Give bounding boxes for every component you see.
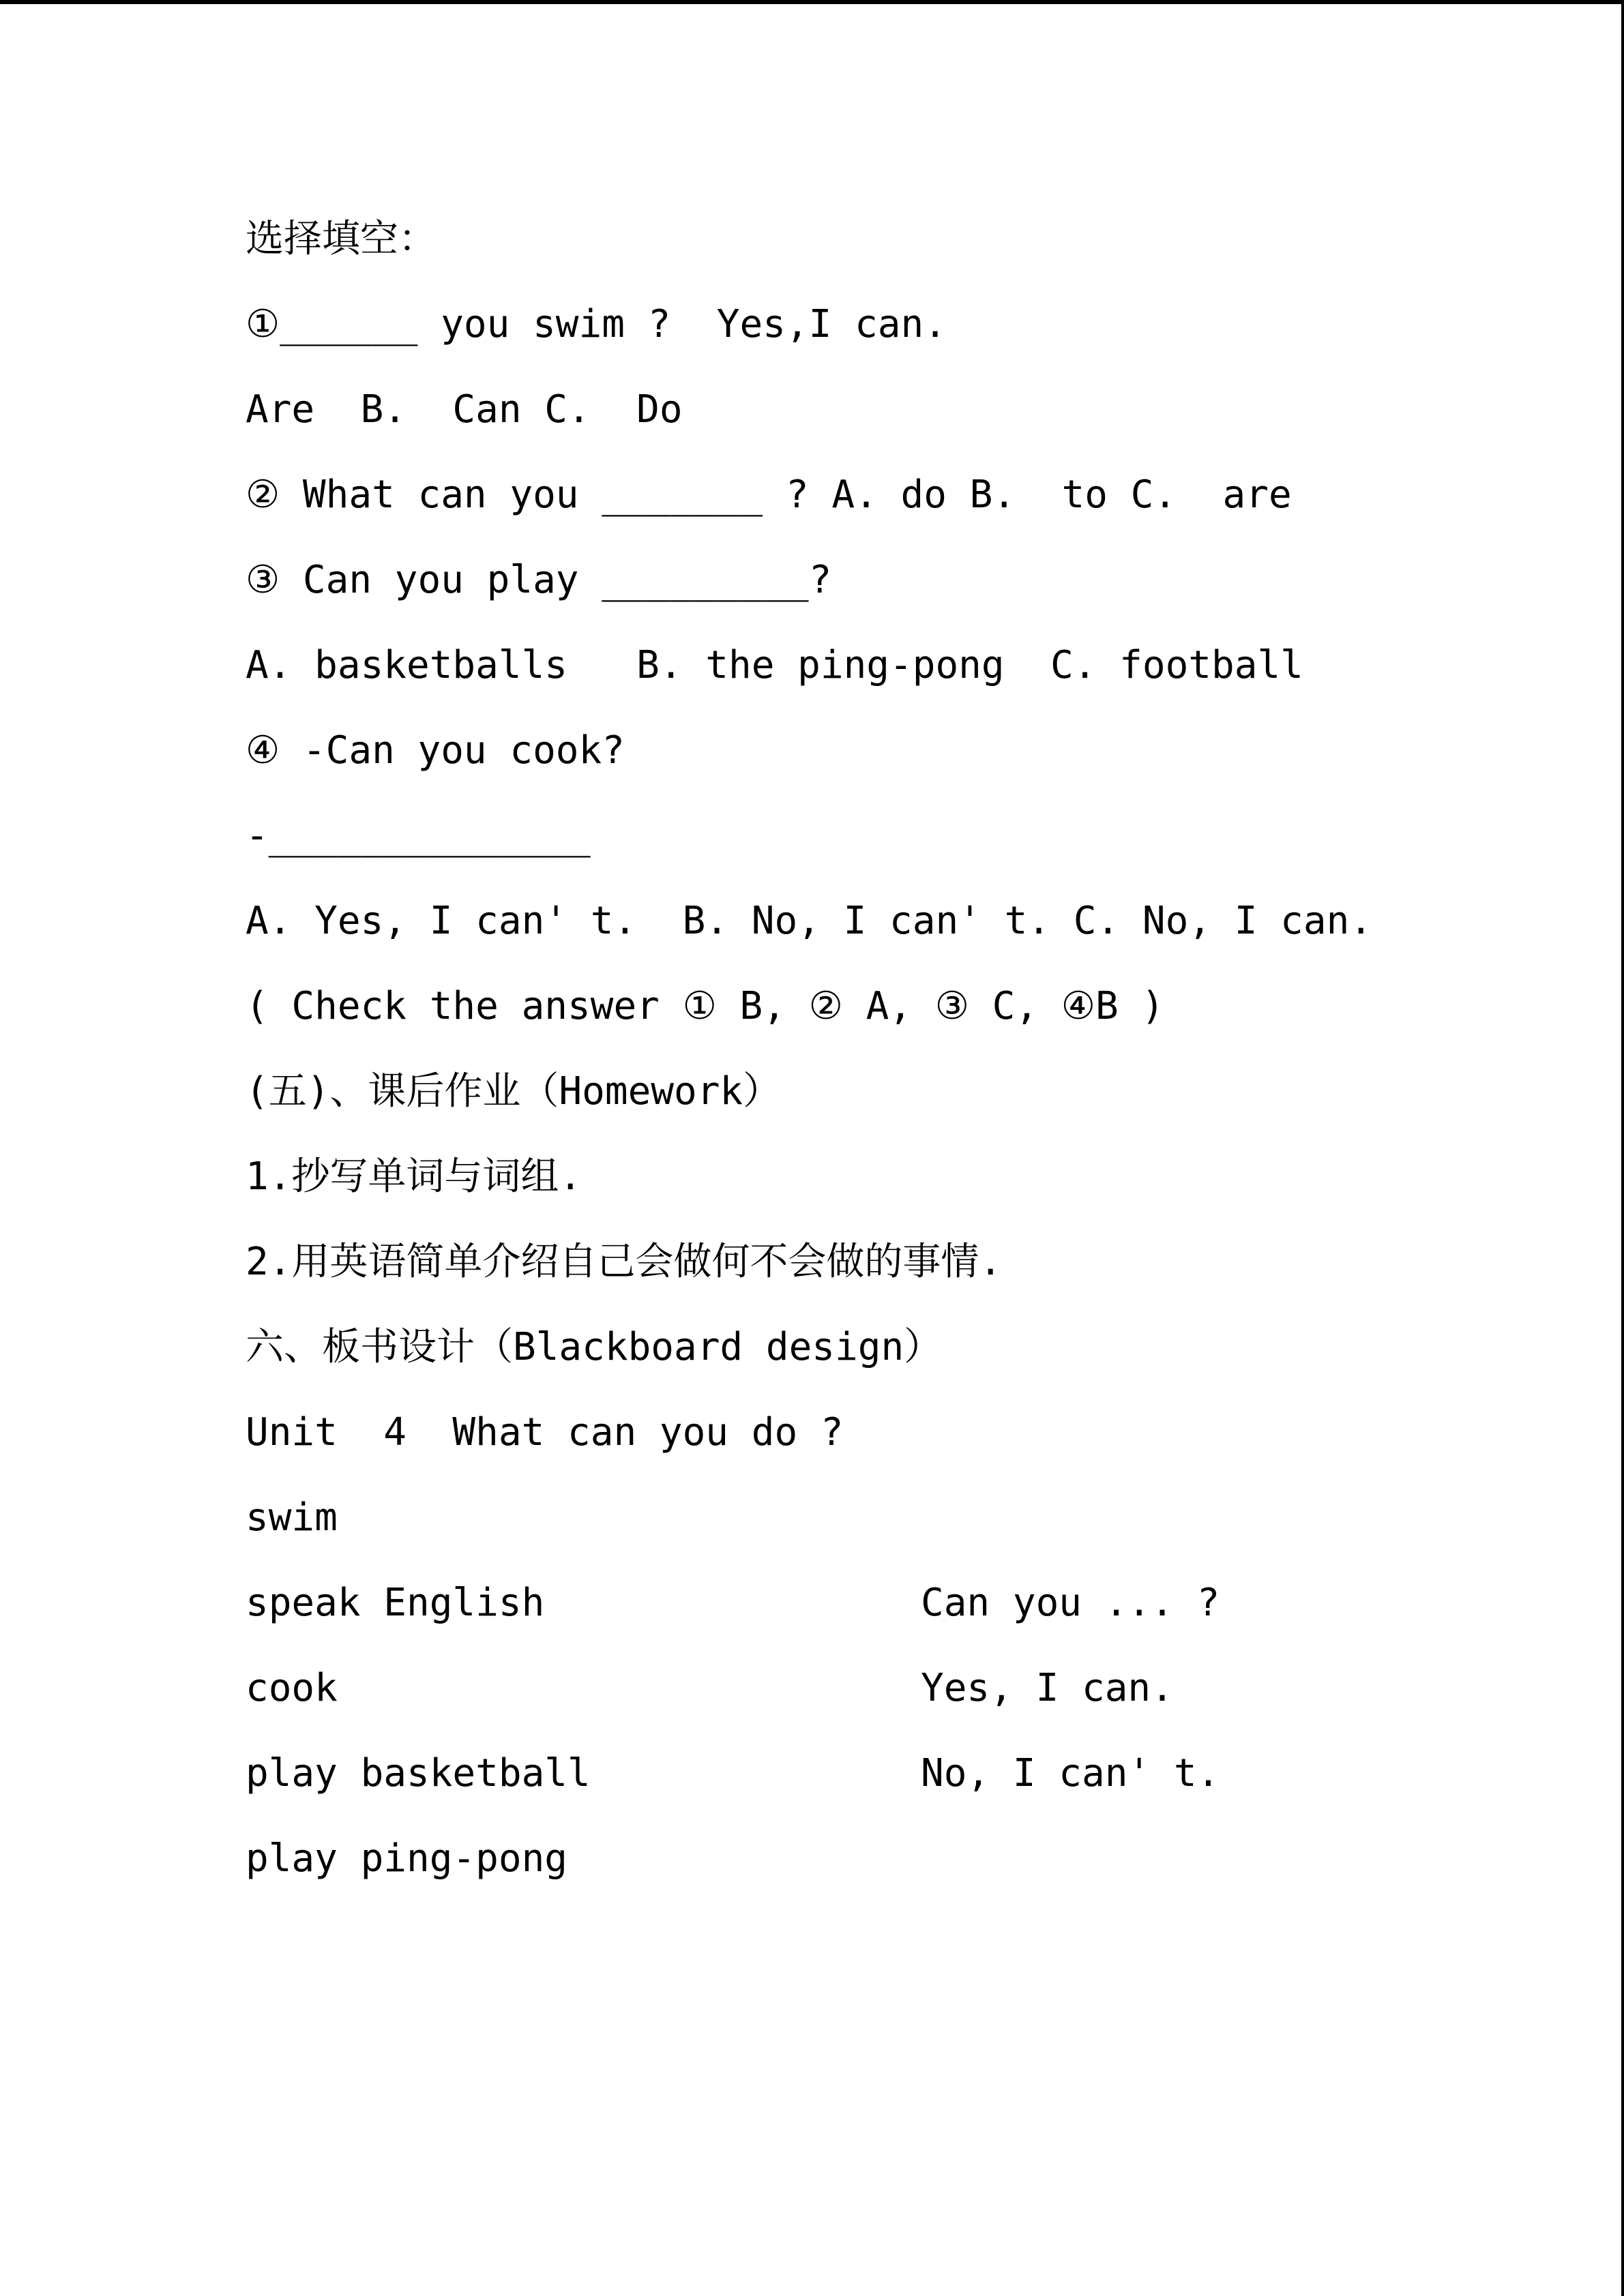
question-2-line bbox=[246, 452, 1603, 537]
answer-key-line bbox=[246, 964, 1603, 1049]
line-text-right: Can you ... ? bbox=[921, 1581, 1220, 1625]
line-text: (五)、课后作业（Homework） bbox=[246, 1069, 782, 1114]
line-text: 2.用英语简单介绍自己会做何不会做的事情. bbox=[246, 1240, 1003, 1284]
board-word-play-ping-pong-line bbox=[246, 1816, 1603, 1901]
question-4-line bbox=[246, 708, 1603, 793]
page-top-border bbox=[0, 0, 1624, 4]
line-text: play ping-pong bbox=[246, 1836, 568, 1881]
line-text: ④ -Can you cook? bbox=[246, 728, 625, 773]
worksheet-content bbox=[246, 196, 1603, 1901]
line-text-right: No, I can' t. bbox=[921, 1751, 1220, 1795]
line-text: play basketball bbox=[246, 1751, 591, 1795]
line-text: Unit 4 What can you do ? bbox=[246, 1410, 844, 1455]
line-text: 六、板书设计（Blackboard design） bbox=[246, 1325, 943, 1369]
board-word-cook-line bbox=[246, 1645, 1603, 1731]
line-text: Are B. Can C. Do bbox=[246, 387, 683, 432]
line-text: A. basketballs B. the ping-pong C. football bbox=[246, 643, 1303, 687]
line-text: 选择填空： bbox=[246, 217, 437, 261]
question-4-options-line bbox=[246, 878, 1603, 964]
line-text: speak English bbox=[246, 1581, 545, 1625]
question-1-options-line bbox=[246, 367, 1603, 452]
board-word-speak-english-line bbox=[246, 1560, 1603, 1645]
page-right-border bbox=[1621, 0, 1624, 2296]
section-heading-line bbox=[246, 196, 1603, 282]
line-text: swim bbox=[246, 1495, 338, 1540]
line-text: ② What can you _______ ? A. do B. to C. are bbox=[246, 473, 1292, 517]
line-text-right: Yes, I can. bbox=[921, 1666, 1174, 1710]
homework-item-1-line bbox=[246, 1134, 1603, 1219]
question-4-answer-blank-line bbox=[246, 793, 1603, 878]
line-text: cook bbox=[246, 1666, 338, 1710]
line-text: ( Check the answer ① B, ② A, ③ C, ④B ) bbox=[246, 984, 1165, 1028]
line-text: A. Yes, I can' t. B. No, I can' t. C. No, I can. bbox=[246, 899, 1373, 943]
line-text: ①______ you swim ? Yes,I can. bbox=[246, 302, 947, 346]
question-1-line bbox=[246, 282, 1603, 367]
question-3-options-line bbox=[246, 623, 1603, 708]
board-word-swim-line bbox=[246, 1475, 1603, 1560]
question-3-line bbox=[246, 537, 1603, 623]
line-text: 1.抄写单词与词组. bbox=[246, 1154, 582, 1199]
line-text: ③ Can you play _________? bbox=[246, 558, 832, 602]
unit-title-line bbox=[246, 1390, 1603, 1475]
board-word-play-basketball-line bbox=[246, 1731, 1603, 1816]
homework-heading-line bbox=[246, 1049, 1603, 1134]
line-text: -______________ bbox=[246, 814, 591, 858]
homework-item-2-line bbox=[246, 1219, 1603, 1304]
blackboard-design-heading-line bbox=[246, 1304, 1603, 1390]
